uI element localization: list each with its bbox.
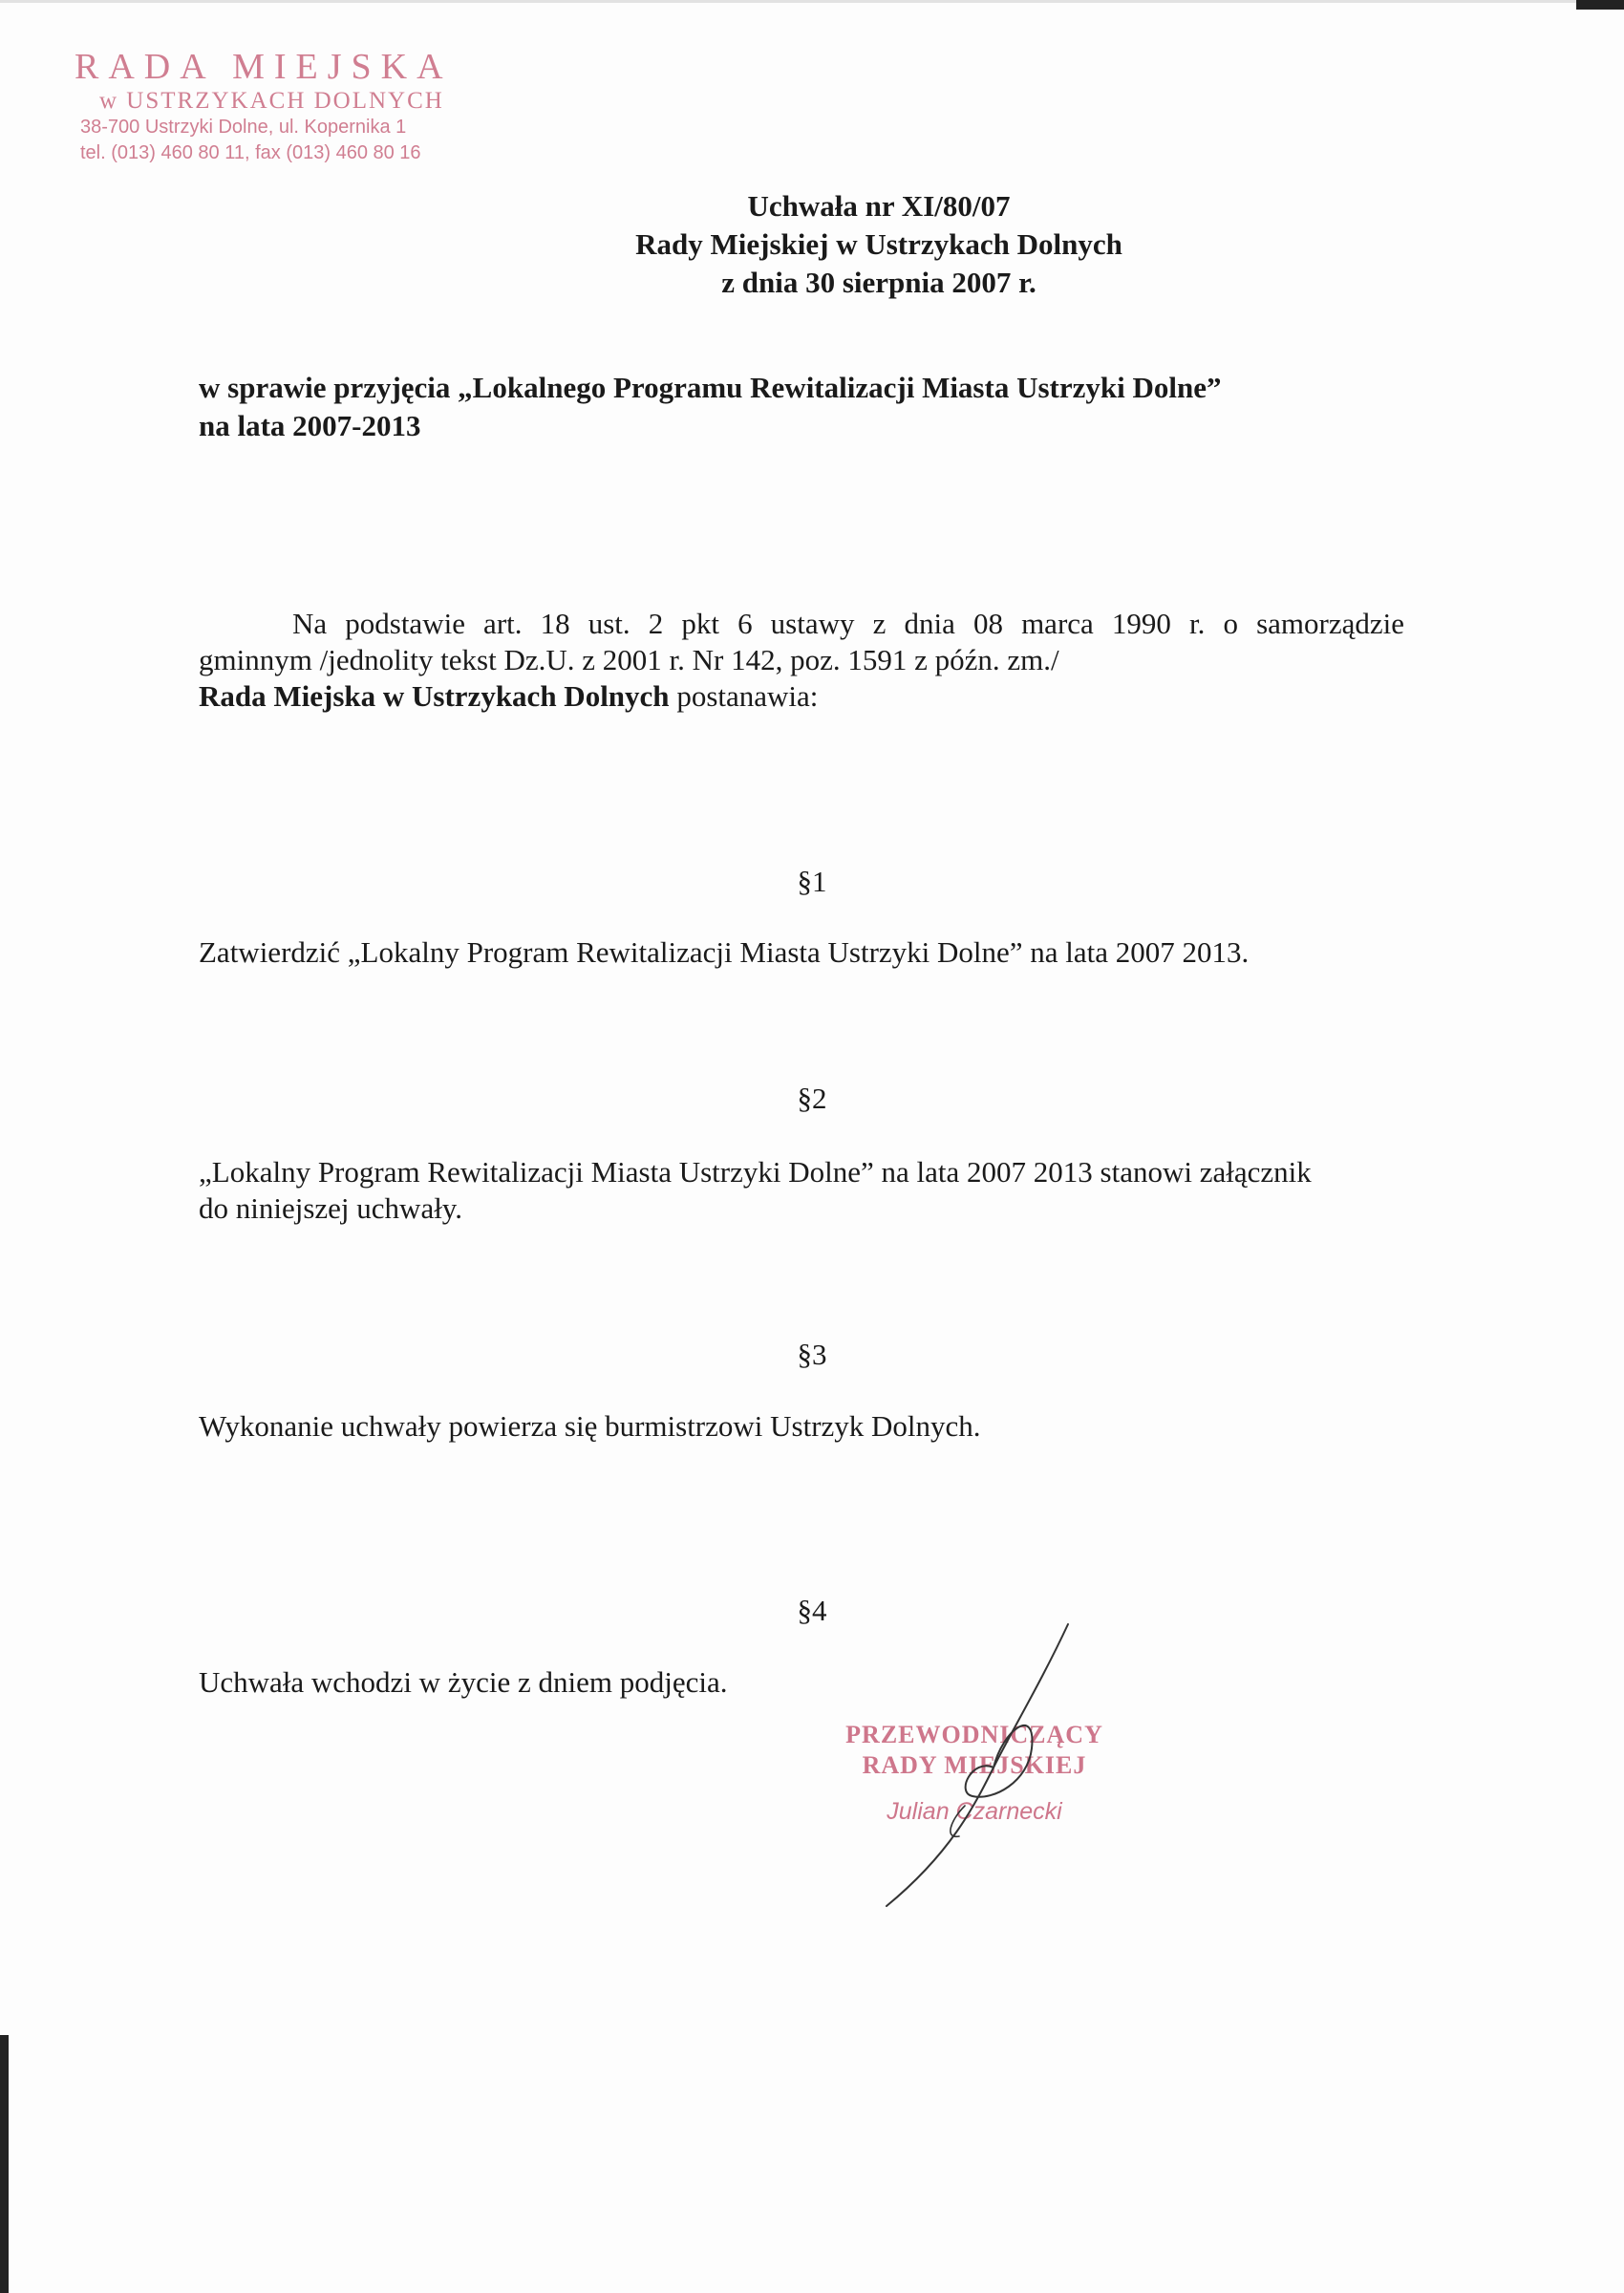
council-address-stamp bbox=[61, 46, 520, 166]
stamp-council-name: RADA MIEJSKA bbox=[75, 47, 453, 87]
council-decides-bold: Rada Miejska w Ustrzykach Dolnych bbox=[199, 679, 670, 713]
handwritten-signature-icon bbox=[860, 1615, 1108, 1911]
resolution-council: Rady Miejskiej w Ustrzykach Dolnych bbox=[635, 227, 1122, 261]
subject-line-1: w sprawie przyjęcia „Lokalnego Programu Rewitalizacji Miasta Ustrzyki Dolne” bbox=[199, 371, 1222, 404]
section-3-text: Wykonanie uchwały powierza się burmistrzowi Ustrzyk Dolnych. bbox=[199, 1409, 981, 1443]
stamp-phone-fax: tel. (013) 460 80 11, fax (013) 460 80 16 bbox=[80, 142, 421, 163]
scan-edge-top bbox=[0, 0, 1624, 3]
chairman-stamp-council: RADY MIEJSKIEJ bbox=[862, 1751, 1087, 1779]
council-decides-rest: postanawia: bbox=[669, 679, 819, 713]
legal-basis-paragraph bbox=[199, 606, 1404, 715]
chairman-stamp-title: PRZEWODNICZĄCY bbox=[845, 1721, 1103, 1748]
section-mark-4: §4 bbox=[797, 1594, 827, 1627]
section-mark-3: §3 bbox=[797, 1338, 827, 1371]
stamp-council-location: w USTRZYKACH DOLNYCH bbox=[99, 88, 444, 114]
resolution-header bbox=[0, 187, 1624, 302]
chairman-stamp-name: Julian Czarnecki bbox=[887, 1798, 1062, 1825]
section-2-text bbox=[199, 1154, 1441, 1227]
legal-basis-line-2: gminnym /jednolity tekst Dz.U. z 2001 r. Nr 142, poz. 1591 z późn. zm./ bbox=[199, 643, 1059, 676]
legal-basis-line-1: Na podstawie art. 18 ust. 2 pkt 6 ustawy z dnia 08 marca 1990 r. o samorządzie bbox=[292, 607, 1404, 640]
subject-line-2: na lata 2007-2013 bbox=[199, 409, 421, 442]
resolution-subject bbox=[199, 369, 1441, 445]
resolution-title: Uchwała nr XI/80/07 bbox=[747, 189, 1011, 223]
section-mark-2: §2 bbox=[797, 1082, 827, 1115]
section-4-text: Uchwała wchodzi w życie z dniem podjęcia. bbox=[199, 1665, 728, 1699]
scan-mark-top-right bbox=[1576, 0, 1624, 10]
scan-mark-left bbox=[0, 2035, 9, 2293]
section-mark-1: §1 bbox=[797, 865, 827, 898]
section-2-line-1: „Lokalny Program Rewitalizacji Miasta Ustrzyki Dolne” na lata 2007 2013 stanowi załącznik bbox=[199, 1155, 1312, 1189]
resolution-date: z dnia 30 sierpnia 2007 r. bbox=[721, 266, 1036, 299]
legal-basis-line-3 bbox=[199, 678, 1404, 715]
section-1-text: Zatwierdzić „Lokalny Program Rewitalizacji Miasta Ustrzyki Dolne” na lata 2007 2013. bbox=[199, 935, 1250, 969]
stamp-address: 38-700 Ustrzyki Dolne, ul. Kopernika 1 bbox=[80, 117, 407, 138]
section-2-line-2: do niniejszej uchwały. bbox=[199, 1191, 463, 1225]
